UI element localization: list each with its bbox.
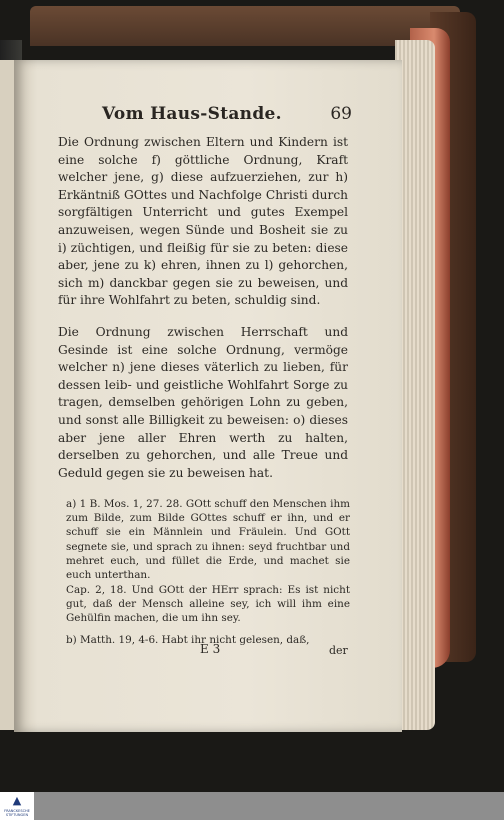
footnote-a: a) 1 B. Mos. 1, 27. 28. GOtt schuff den Menschen ihm zum Bilde, zum Bilde GOttes schuff er ihn, und er schuff sie ein Männlein und Fräulein. Und GOtt segnete sie, und sprach zu ihnen: seyd fruchtbar und mehret euch, und füllet die Erde, und machet sie euch unterthan. xyxy=(66,498,350,582)
running-head: Vom Haus-Stande. xyxy=(102,104,282,124)
book-page xyxy=(14,60,402,732)
page-number: 69 xyxy=(330,104,352,124)
library-logo[interactable] xyxy=(0,792,34,820)
footnote-b: b) Matth. 19, 4-6. Habt ihr nicht gelesen, daß, xyxy=(66,634,310,646)
page-header xyxy=(102,104,352,130)
footnote-cap: Cap. 2, 18. Und GOtt der HErr sprach: Es ist nicht gut, daß der Mensch alleine sey, ich will ihm eine Gehülfin machen, die um ihn sey. xyxy=(66,584,350,625)
catchword: der xyxy=(329,644,348,657)
eagle-logo-icon: ▲ xyxy=(12,794,22,807)
viewer-footer-bar xyxy=(0,792,504,820)
signature-mark: E 3 xyxy=(200,642,221,656)
logo-text: FRANCKESCHE STIFTUNGEN xyxy=(4,809,30,817)
paragraph-parents-children: Die Ordnung zwischen Eltern und Kindern ist eine solche f) göttliche Ordnung, Kraft welcher jene, g) diese aufzuerziehen, zur h) Erkäntniß GOttes und Nachfolge Christi durch sorgfältigen Unterricht und gutes Exempel anzuweisen, wegen Sünde und Bosheit sie zu i) züchtigen, und fleißig für sie zu beten: diese aber, jene zu k) ehren, ihnen zu l) gehorchen, sich m) danckbar gegen sie zu beweisen, und für ihre Wohlfahrt zu beten, schuldig sind. xyxy=(58,135,348,308)
paragraph-master-servants: Die Ordnung zwischen Herrschaft und Gesinde ist eine solche Ordnung, vermöge welcher n) jene dieses väterlich zu lieben, für dessen leib- und geistliche Wohlfahrt Sorge zu tragen, demselben gehörigen Lohn zu geben, und sonst alle Billigkeit zu beweisen: o) dieses aber jene aller Ehren werth zu halten, derselben zu gehorchen, und alle Treue und Geduld gegen sie zu beweisen hat. xyxy=(58,325,348,480)
